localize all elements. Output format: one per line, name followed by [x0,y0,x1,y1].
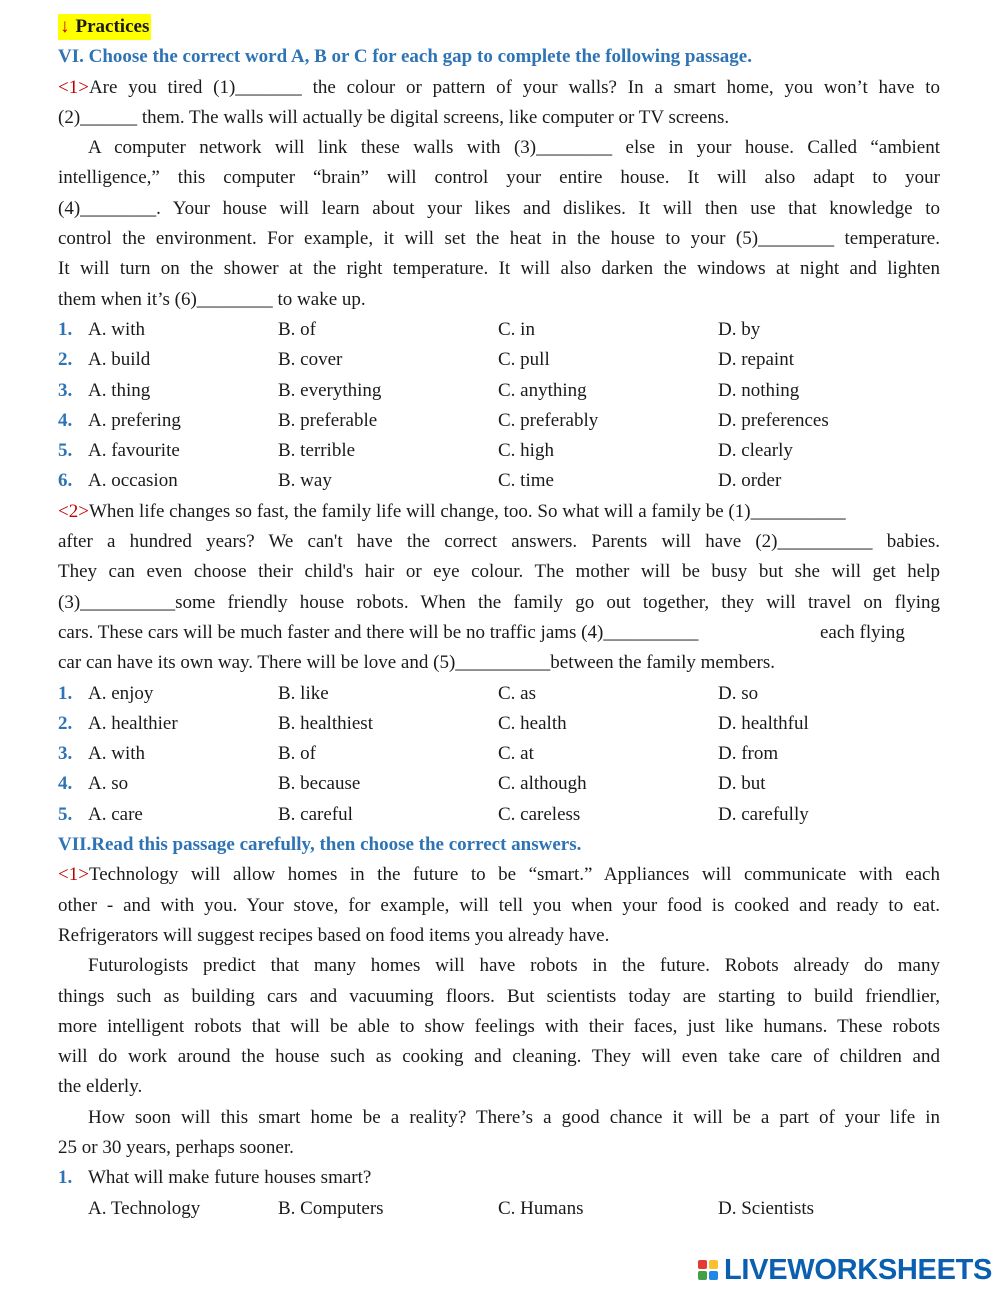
option-a[interactable]: A. healthier [88,712,178,734]
question-row [58,315,940,345]
passage-7-1-line: will do work around the house such as cooking and cleaning. They will even take care of children and [58,1046,940,1068]
passage-text: When life changes so fast, the family life will change, too. So what will a family be (1)__________ [88,500,846,522]
question-text: What will make future houses smart? [88,1167,372,1189]
section-7-title: VII.Read this passage carefully, then choose the correct answers. [58,834,582,856]
option-c[interactable]: C. anything [498,379,587,401]
question-number: 1. [58,682,73,704]
question-number: 1. [58,1167,73,1189]
option-c[interactable]: C. high [498,440,554,462]
option-b[interactable]: B. terrible [278,440,356,462]
passage-7-1-line: Refrigerators will suggest recipes based on food items you already have. [58,924,610,946]
question-row [58,466,940,496]
option-d[interactable]: D. preferences [718,409,829,431]
option-b[interactable]: B. way [278,470,332,492]
passage-7-1-line: more intelligent robots that will be able to show feelings with their faces, just like humans. These robots [58,1015,940,1037]
option-a[interactable]: A. care [88,803,143,825]
option-c[interactable]: C. pull [498,349,550,371]
option-a[interactable]: A. enjoy [88,682,154,704]
logo-square [698,1271,707,1280]
question-row [58,800,940,830]
option-d[interactable]: D. but [718,773,766,795]
question-row [58,376,940,406]
option-c[interactable]: C. Humans [498,1197,584,1219]
option-a[interactable]: A. thing [88,379,151,401]
question-row [58,1163,940,1193]
option-c[interactable]: C. as [498,682,536,704]
passage-text: each flying [820,621,905,643]
option-a[interactable]: A. build [88,349,151,371]
worksheet-page [58,12,940,1224]
option-d[interactable]: D. clearly [718,440,793,462]
option-d[interactable]: D. nothing [718,379,800,401]
question-number: 2. [58,712,73,734]
option-d[interactable]: D. carefully [718,803,809,825]
question-number: 2. [58,349,73,371]
option-c[interactable]: C. at [498,743,534,765]
question-options-row [58,1194,940,1224]
passage-tag: <2> [58,500,89,522]
option-a[interactable]: A. occasion [88,470,178,492]
passage-text: Technology will allow homes in the future to be “smart.” Appliances will communicate with each [88,864,940,886]
option-a[interactable]: A. with [88,743,145,765]
option-d[interactable]: D. Scientists [718,1197,815,1219]
option-c[interactable]: C. health [498,712,567,734]
option-d[interactable]: D. order [718,470,782,492]
question-number: 3. [58,743,73,765]
option-c[interactable]: C. although [498,773,587,795]
passage-7-1-line: Futurologists predict that many homes will have robots in the future. Robots already do many [88,955,940,977]
option-a[interactable]: A. favourite [88,440,180,462]
logo-text: LIVEWORKSHEETS [724,1253,993,1286]
passage-6-1-line: them when it’s (6)________ to wake up. [58,288,366,310]
question-number: 1. [58,318,73,340]
logo-square [709,1271,718,1280]
passage-6-1-line: control the environment. For example, it will set the heat in the house to your (5)________ temperature. [58,228,940,250]
option-a[interactable]: A. with [88,318,145,340]
practices-heading-row [58,12,940,42]
option-d[interactable]: D. healthful [718,712,809,734]
question-number: 5. [58,440,73,462]
option-d[interactable]: D. by [718,318,761,340]
option-c[interactable]: C. in [498,318,535,340]
option-c[interactable]: C. preferably [498,409,599,431]
passage-6-1-line: (4)________. Your house will learn about your likes and dislikes. It will then use that knowledge to [58,197,940,219]
passage-7-1-line: 25 or 30 years, perhaps sooner. [58,1136,294,1158]
practices-heading-label: Practices [75,16,150,37]
passage-text: cars. These cars will be much faster and there will be no traffic jams (4)__________ [58,621,699,643]
option-b[interactable]: B. preferable [278,409,378,431]
question-row [58,709,940,739]
liveworksheets-logo [698,1252,994,1288]
passage-6-1-line: It will turn on the shower at the right temperature. It will also darken the windows at night and lighten [58,258,940,280]
option-b[interactable]: B. careful [278,803,353,825]
passage-6-2-line [58,497,940,527]
question-number: 4. [58,773,73,795]
passage-6-2-line [58,618,940,648]
option-b[interactable]: B. cover [278,349,343,371]
question-row [58,406,940,436]
question-row [58,345,940,375]
option-d[interactable]: D. repaint [718,349,794,371]
option-a[interactable]: A. prefering [88,409,181,431]
question-number: 3. [58,379,73,401]
question-number: 6. [58,470,73,492]
passage-tag: <1> [58,864,89,886]
practices-heading [58,14,151,40]
option-c[interactable]: C. careless [498,803,581,825]
passage-6-2-line: car can have its own way. There will be love and (5)__________between the family members. [58,652,776,674]
passage-7-1-line: the elderly. [58,1076,143,1098]
option-c[interactable]: C. time [498,470,554,492]
passage-6-1-line [58,73,940,103]
option-b[interactable]: B. like [278,682,329,704]
option-b[interactable]: B. because [278,773,361,795]
passage-7-1-line: things such as building cars and vacuuming floors. But scientists today are starting to build friendlier, [58,985,940,1007]
passage-text: Are you tired (1)_______ the colour or pattern of your walls? In a smart home, you won’t have to [88,76,940,98]
passage-6-1-line: (2)______ them. The walls will actually be digital screens, like computer or TV screens. [58,106,730,128]
logo-square [698,1260,707,1269]
question-row [58,679,940,709]
option-b[interactable]: B. of [278,743,316,765]
liveworksheets-logo-icon [698,1260,718,1280]
passage-6-2-line: after a hundred years? We can't have the correct answers. Parents will have (2)__________ babies. [58,531,940,553]
option-d[interactable]: D. so [718,682,759,704]
section-6-title: VI. Choose the correct word A, B or C for each gap to complete the following passage. [58,46,752,68]
passage-7-1-line: other - and with you. Your stove, for example, will tell you when your food is cooked and ready to eat. [58,894,940,916]
option-a[interactable]: A. Technology [88,1197,201,1219]
option-b[interactable]: B. everything [278,379,382,401]
passage-6-1-line: intelligence,” this computer “brain” will control your entire house. It will also adapt to your [58,167,940,189]
option-b[interactable]: B. of [278,318,316,340]
passage-6-1-line: A computer network will link these walls with (3)________ else in your house. Called “ambient [88,137,940,159]
option-d[interactable]: D. from [718,743,779,765]
passage-tag: <1> [58,76,89,98]
option-b[interactable]: B. Computers [278,1197,384,1219]
question-number: 5. [58,803,73,825]
passage-7-1-line: How soon will this smart home be a reality? There’s a good chance it will be a part of your life in [88,1106,940,1128]
passage-6-2-line: (3)__________some friendly house robots. When the family go out together, they will travel on flying [58,591,940,613]
down-arrow-icon: ↓ [60,16,70,37]
question-row [58,739,940,769]
option-b[interactable]: B. healthiest [278,712,373,734]
question-row [58,769,940,799]
question-row [58,436,940,466]
logo-square [709,1260,718,1269]
question-number: 4. [58,409,73,431]
passage-6-2-line: They can even choose their child's hair or eye colour. The mother will be busy but she will get help [58,561,940,583]
option-a[interactable]: A. so [88,773,129,795]
passage-7-1-line [58,860,940,890]
